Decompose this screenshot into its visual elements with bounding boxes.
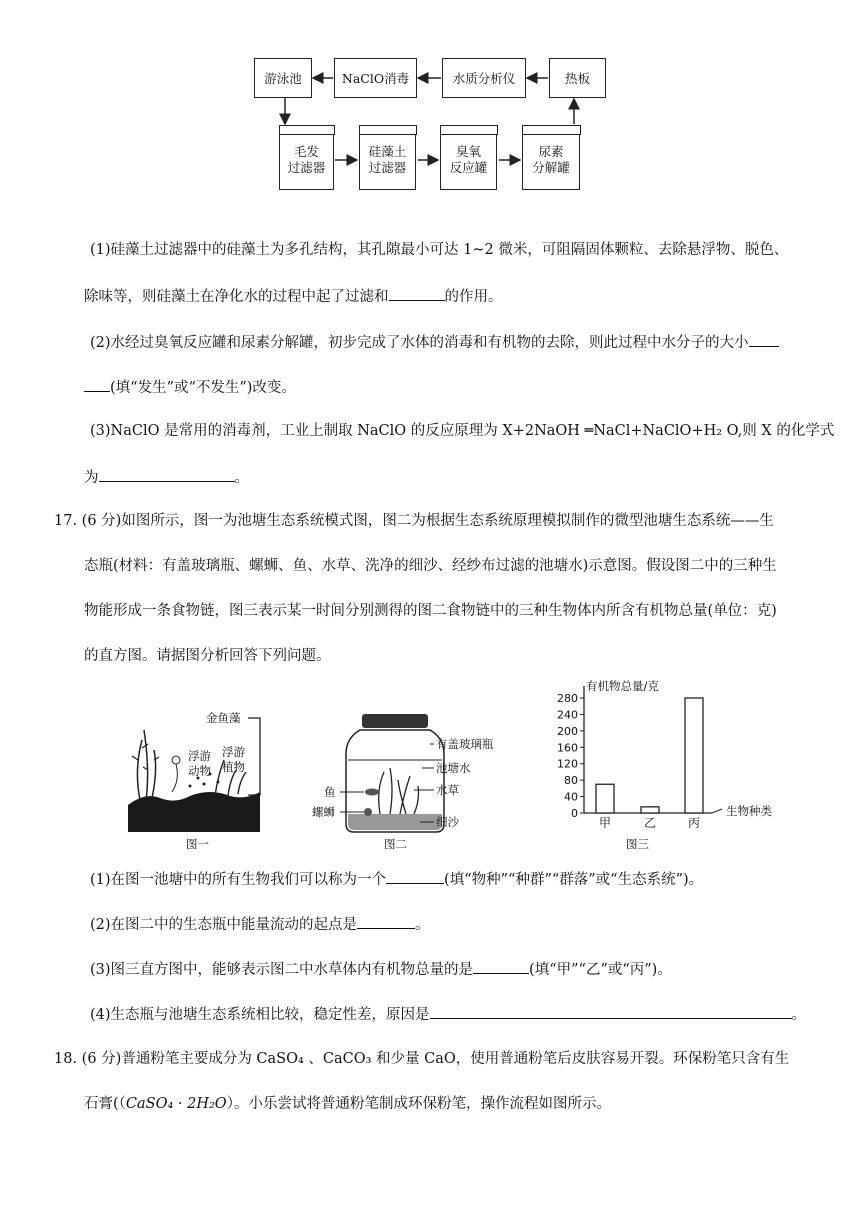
y-tick-label: 160 <box>557 741 578 755</box>
fig1-label-phytoplankton-1: 浮游 <box>222 745 245 759</box>
q17-intro-line1: 17. (6 分)如图所示，图一为池塘生态系统模式图，图二为根据生态系统原理模拟制作的微型池塘生态系统——生 <box>54 513 774 529</box>
fig2-label-bottle: 有盖玻璃瓶 <box>436 737 494 751</box>
q16-part1-line2: 除味等，则硅藻土在净化水的过程中起了过滤和 的作用。 <box>84 285 503 307</box>
fig3-caption: 图三 <box>626 837 649 851</box>
figure1-pond <box>120 700 280 850</box>
fig1-caption: 图一 <box>186 837 209 851</box>
ecobottle-illustration <box>310 710 500 850</box>
flow-tank-diatomite-filter: 硅藻土 过滤器 <box>359 125 416 190</box>
bar-丙 <box>685 698 703 813</box>
q17-sub1: (1)在图一池塘中的所有生物我们可以称为一个 (填“物种”“种群”“群落”或“生态系统”)。 <box>90 868 703 890</box>
y-axis-label: 有机物总量/克 <box>586 679 659 693</box>
fig1-label-zooplankton-1: 浮游 <box>188 749 211 763</box>
q17-intro-line3: 物能形成一条食物链，图三表示某一时间分别测得的图二食物链中的三种生物体内所含有机物总量(单位：克) <box>84 603 777 619</box>
gypsum-formula: CaSO₄ · 2H₂O <box>125 1096 227 1112</box>
q17-intro-line4: 的直方图。请据图分析回答下列问题。 <box>84 648 331 664</box>
bar-乙 <box>641 807 659 813</box>
x-category-label: 乙 <box>643 816 657 830</box>
y-tick-label: 0 <box>571 807 578 820</box>
y-tick-label: 40 <box>564 790 578 804</box>
fig2-label-pondwater: 池塘水 <box>436 761 471 775</box>
fig2-label-snail: 螺蛳 <box>312 805 335 819</box>
q16-part3-line2: 为 。 <box>84 466 249 488</box>
y-tick-label: 240 <box>557 708 578 722</box>
fig2-caption: 图二 <box>384 837 407 851</box>
figure3-bar-chart <box>540 678 790 853</box>
flow-box-naclo: NaClO消毒 <box>334 58 417 98</box>
y-tick-label: 200 <box>557 724 578 738</box>
q18-line2: 石膏(（CaSO₄ · 2H₂O）。小乐尝试将普通粉笔制成环保粉笔，操作流程如图所示。 <box>84 1096 611 1112</box>
figure2-ecobottle <box>310 710 500 850</box>
flow-tank-ozone: 臭氧 反应罐 <box>440 125 497 190</box>
y-tick-label: 280 <box>557 692 578 705</box>
flow-tank-hair-filter: 毛发 过滤器 <box>279 125 334 190</box>
flow-box-analyzer: 水质分析仪 <box>442 58 526 98</box>
q17-intro-line2: 态瓶(材料：有盖玻璃瓶、螺蛳、鱼、水草、洗净的细沙、经纱布过滤的池塘水)示意图。假设图二中的三种生 <box>84 558 777 574</box>
bar-chart-svg <box>540 678 790 853</box>
q16-part1-line1: (1)硅藻土过滤器中的硅藻土为多孔结构，其孔隙最小可达 1~2 微米，可阻隔固体颗粒、去除悬浮物、脱色、 <box>90 242 789 258</box>
flow-tank-urea: 尿素 分解罐 <box>522 125 580 190</box>
fig2-label-waterweed: 水草 <box>436 783 459 797</box>
q16-part2-line2: (填“发生”或“不发生”)改变。 <box>84 376 296 398</box>
flow-box-hotplate: 热板 <box>549 58 606 98</box>
flow-box-pool: 游泳池 <box>254 58 312 98</box>
q17-sub4: (4)生态瓶与池塘生态系统相比较，稳定性差，原因是 。 <box>90 1003 806 1025</box>
x-category-label: 丙 <box>687 816 701 830</box>
bar-甲 <box>596 784 614 813</box>
y-tick-label: 120 <box>557 757 578 771</box>
fig1-label-zooplankton-2: 动物 <box>188 764 211 778</box>
fig2-label-fish: 鱼 <box>324 785 336 799</box>
q18-line1: 18. (6 分)普通粉笔主要成分为 CaSO₄ 、CaCO₃ 和少量 CaO，使用普通粉笔后皮肤容易开裂。环保粉笔只含有生 <box>54 1051 790 1067</box>
q16-part2-line1: (2)水经过臭氧反应罐和尿素分解罐，初步完成了水体的消毒和有机物的去除，则此过程中水分子的大小 <box>90 331 779 353</box>
x-category-label: 甲 <box>598 816 612 830</box>
fig1-label-hornwort: 金鱼藻 <box>206 711 241 725</box>
q16-part3-line1: (3)NaClO 是常用的消毒剂，工业上制取 NaClO 的反应原理为 X+2NaOH ═NaCl+NaClO+H₂ O,则 X 的化学式 <box>90 423 835 439</box>
fig1-label-phytoplankton-2: 植物 <box>222 760 245 774</box>
q17-sub3: (3)图三直方图中，能够表示图二中水草体内有机物总量的是 (填“甲”“乙”或“丙”)。 <box>90 958 672 980</box>
x-axis-end-mark <box>712 809 722 813</box>
x-axis-label: 生物种类 <box>726 804 772 818</box>
fig2-label-sand: 细沙 <box>436 815 459 829</box>
flow-arrows <box>0 0 860 210</box>
y-tick-label: 80 <box>564 774 578 788</box>
q17-sub2: (2)在图二中的生态瓶中能量流动的起点是 。 <box>90 913 430 935</box>
